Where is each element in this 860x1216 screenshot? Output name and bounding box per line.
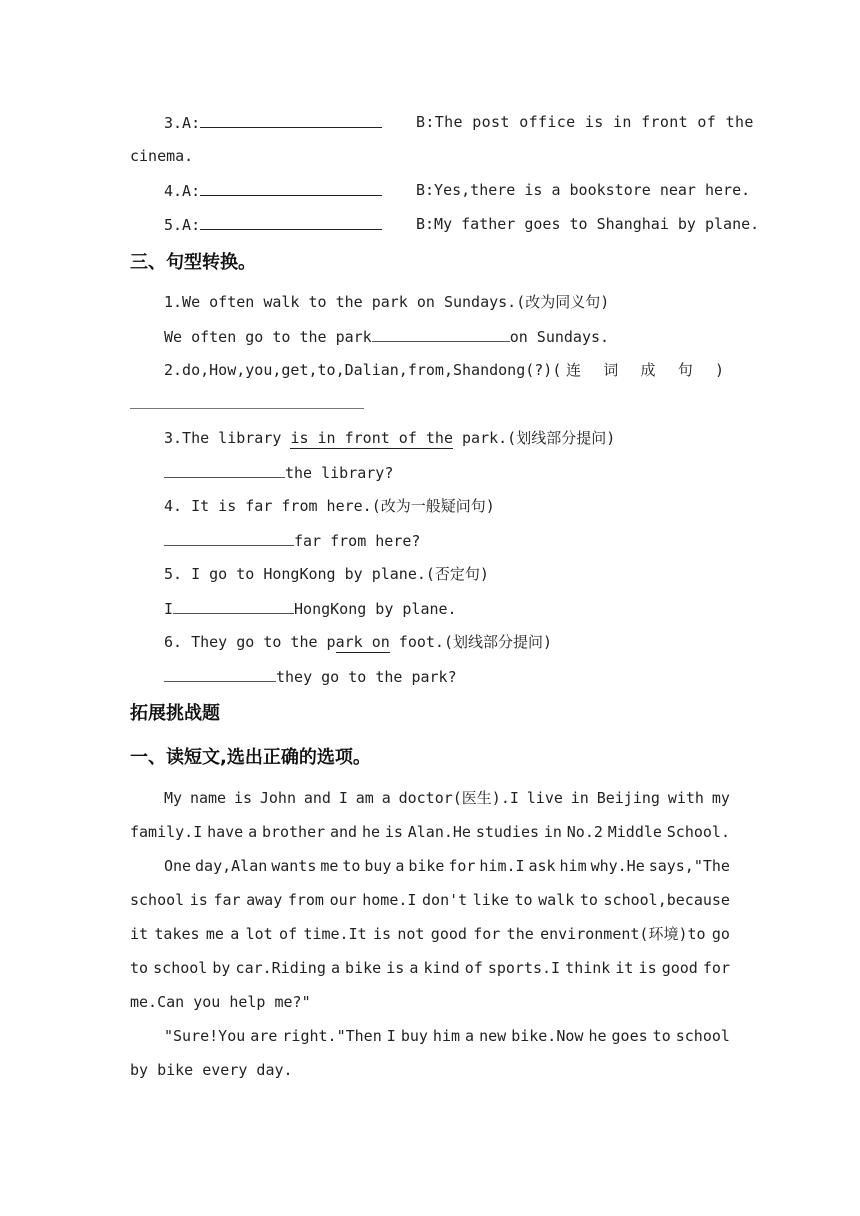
answer-blank[interactable] — [164, 462, 285, 478]
passage-line: to school by car.Riding a bike is a kind of sports.I think it is good for — [130, 959, 730, 977]
q4-answer-line: far from here? — [164, 530, 420, 551]
passage-line: My name is John and I am a doctor(医生).I live in Beijing with my — [164, 789, 730, 807]
answer-blank[interactable] — [173, 598, 294, 614]
dialogue-5-question: 5.A: — [164, 214, 382, 235]
section-3-title: 三、句型转换。 — [130, 252, 256, 273]
underlined-phrase: ark on — [335, 633, 390, 651]
dialogue-4-answer: B:Yes,there is a bookstore near here. — [416, 181, 751, 199]
answer-blank[interactable] — [200, 180, 382, 196]
passage-line: by bike every day. — [130, 1061, 293, 1079]
dialogue-5-answer: B:My father goes to Shanghai by plane. — [416, 215, 760, 233]
q3-prompt: 3.The library is in front of the park.(划线部分提问) — [164, 429, 616, 447]
dialogue-3-question: 3.A: — [164, 112, 382, 133]
passage-line: school is far away from our home.I don't like to walk to school,because — [130, 891, 730, 909]
q2-prompt: 2.do,How,you,get,to,Dalian,from,Shandong(?)( — [164, 361, 562, 379]
answer-blank[interactable] — [164, 530, 294, 546]
passage-line: "Sure!You are right."Then I buy him a new bike.Now he goes to school — [164, 1027, 730, 1045]
q3-answer-line: the library? — [164, 462, 393, 483]
answer-blank[interactable] — [200, 112, 382, 128]
answer-blank[interactable] — [164, 666, 276, 682]
q5-answer-line: I HongKong by plane. — [164, 600, 457, 618]
q2-answer-blank[interactable] — [130, 408, 364, 409]
q1-prompt: 1.We often walk to the park on Sundays.(改为同义句) — [164, 293, 610, 311]
passage-line: family.I have a brother and he is Alan.He studies in No.2 Middle School. — [130, 823, 730, 841]
answer-blank[interactable] — [372, 326, 510, 342]
q2-hint: 连 词 成 句 ) — [566, 361, 724, 379]
dialogue-3-answer-cont: cinema. — [130, 147, 194, 165]
q1-answer-line: We often go to the park on Sundays. — [164, 328, 610, 346]
q5-prompt: 5. I go to HongKong by plane.(否定句) — [164, 565, 489, 583]
reading-instruction: 一、读短文,选出正确的选项。 — [130, 747, 371, 768]
passage-line: One day,Alan wants me to buy a bike for him.I ask him why.He says,"The — [164, 857, 730, 875]
passage-line: me.Can you help me?" — [130, 993, 311, 1011]
q4-prompt: 4. It is far from here.(改为一般疑问句) — [164, 497, 495, 515]
dialogue-4-question: 4.A: — [164, 180, 382, 201]
extension-title: 拓展挑战题 — [130, 703, 220, 724]
underlined-phrase: is in front of the — [290, 429, 453, 447]
dialogue-3-answer: B:The post office is in front of the — [416, 113, 754, 131]
passage-line: it takes me a lot of time.It is not good for the environment(环境)to go — [130, 925, 730, 943]
answer-blank[interactable] — [200, 214, 382, 230]
q6-answer-line: they go to the park? — [164, 666, 457, 687]
q6-prompt: 6. They go to the park on foot.(划线部分提问) — [164, 633, 553, 651]
